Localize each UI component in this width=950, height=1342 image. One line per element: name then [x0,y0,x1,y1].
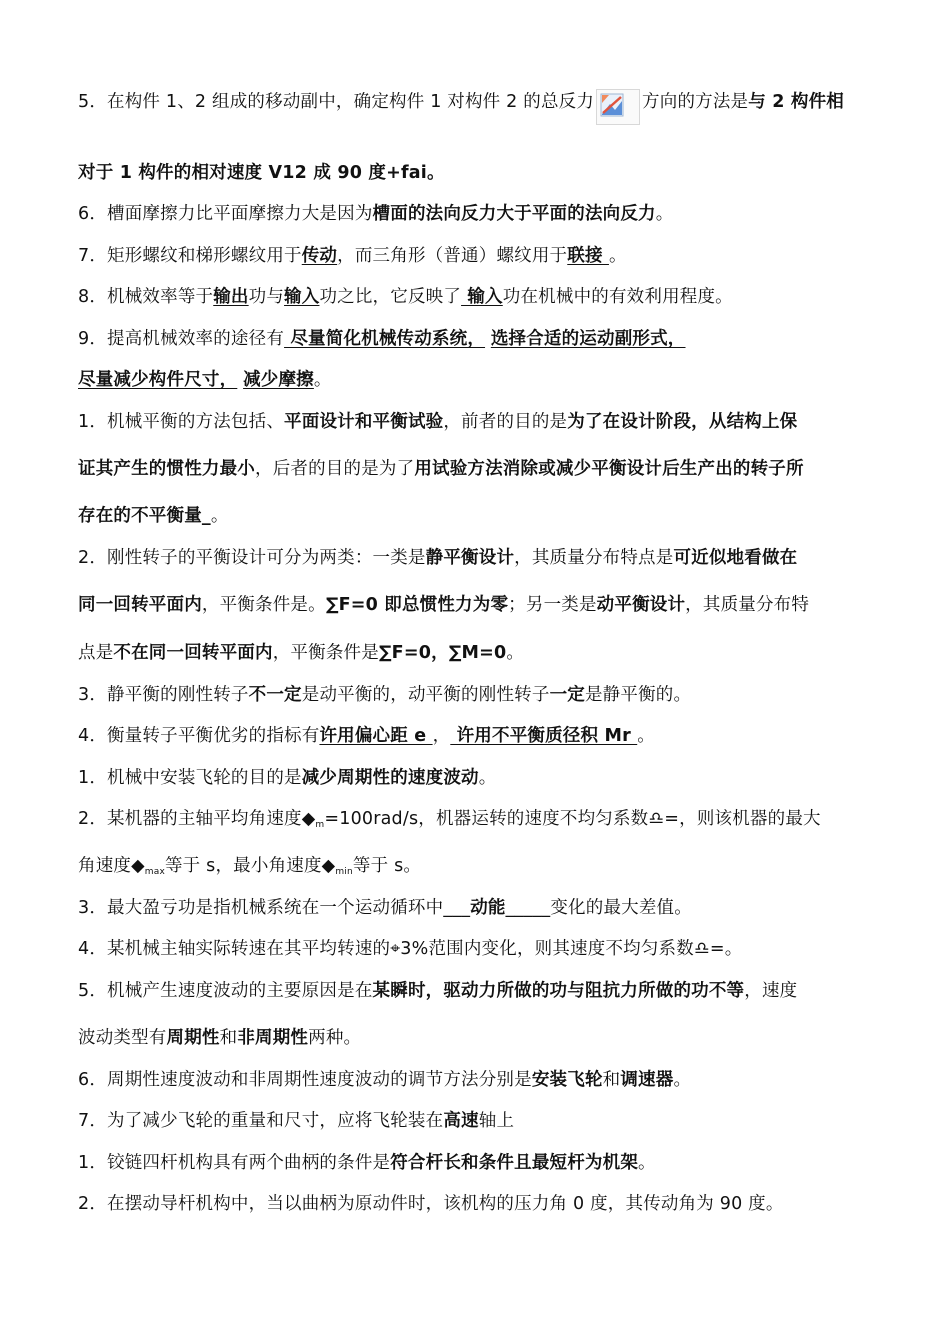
text-line [78,243,872,269]
question-text: ，其质量分布特点是 [514,548,674,568]
question-text: ，平衡条件是。 [201,595,326,615]
text-line [78,895,872,921]
question-text: 功在机械中的有效利用程度。 [502,287,733,307]
question-text: 7．为了减少飞轮的重量和尺寸，应将飞轮装在 [78,1111,444,1131]
text-line [78,1191,872,1217]
text-line [78,1025,872,1051]
answer-text: 可近似地看做在 [673,548,798,568]
question-text: 。 [673,1070,692,1090]
text-line [78,89,872,115]
text-line [78,284,872,310]
question-text: =100rad/s，机器运转的速度不均匀系数♎=，则该机器的最大 [324,809,821,829]
answer-text: 一定 [549,685,585,705]
answer-text: 尽量减少构件尺寸， [78,370,238,390]
text-line [78,640,872,666]
question-text: ，后者的目的是为了 [255,459,415,479]
question-text: 。 [608,246,627,266]
answer-text: 与 2 构件相 [748,92,845,112]
question-text: 方向的方法是 [642,92,749,112]
question-text: 等于 s，最小角速度◆ [164,856,336,876]
question-text: _____变化的最大差值。 [505,898,692,918]
text-line [78,503,872,529]
subscript-text: min [335,867,353,877]
question-text: 轴上 [478,1111,515,1131]
question-text: 。 [637,726,655,746]
question-text: 2．在摆动导杆机构中，当以曲柄为原动件时，该机构的压力角 0 度，其传动角为 90 度。 [78,1194,784,1214]
text-line [78,592,872,618]
answer-text: 减少周期性的速度波动 [301,768,479,788]
answer-text: 不在同一回转平面内 [113,643,273,663]
answer-text: ∑F=0，∑M=0 [378,643,507,663]
answer-text: ∑F=0 即总惯性力为零 [325,595,509,615]
question-text: 5．在构件 1、2 组成的移动副中，确定构件 1 对构件 2 的总反力 [78,92,595,112]
question-text: ，前者的目的是 [443,412,568,432]
question-text: 2．某机器的主轴平均角速度◆ [78,809,316,829]
answer-text: 平面设计和平衡试验 [284,412,444,432]
question-text: 两种。 [308,1028,362,1048]
answer-text: 证其产生的惯性力最小 [78,459,255,479]
text-line [78,682,872,708]
question-text: 。 [638,1153,656,1173]
text-line [78,456,872,482]
question-text: 和 [219,1028,238,1048]
answer-text: 不一定 [248,685,302,705]
answer-text: 选择合适的运动副形式， [490,329,686,349]
answer-text: 某瞬时，驱动力所做的功与阻抗力所做的功不等 [372,981,745,1001]
text-line [78,545,872,571]
question-text: 点是 [78,643,114,663]
question-text: 4．衡量转子平衡优劣的指标有 [78,726,320,746]
question-text: 1．机械平衡的方法包括、 [78,412,285,432]
question-text: 9．提高机械效率的途径有 [78,329,285,349]
question-text: ，而三角形（普通）螺纹用于 [337,246,568,266]
question-text: 和 [602,1070,621,1090]
answer-text: 输入 [284,287,320,307]
question-text: 6．周期性速度波动和非周期性速度波动的调节方法分别是 [78,1070,532,1090]
question-text: ，平衡条件是 [272,643,379,663]
question-text: 1．机械中安装飞轮的目的是 [78,768,302,788]
answer-text: 传动 [301,246,338,266]
answer-text: 符合杆长和条件且最短杆为机架 [390,1153,639,1173]
question-text: 7．矩形螺纹和梯形螺纹用于 [78,246,302,266]
answer-text: 用试验方法消除或减少平衡设计后生产出的转子所 [414,459,804,479]
answer-text: 调速器 [620,1070,674,1090]
text-line [78,853,872,879]
question-text: 等于 s。 [352,856,422,876]
subscript-text: max [144,867,165,877]
question-text: ；另一类是 [508,595,597,615]
answer-text: 存在的不平衡量_ [78,506,211,526]
question-text: ， [432,726,451,746]
text-line [78,806,872,832]
answer-text: 静平衡设计 [425,548,515,568]
question-text: 波动类型有 [78,1028,167,1048]
answer-text: 许用偏心距 e [319,726,433,746]
question-text: 2．刚性转子的平衡设计可分为两类：一类是 [78,548,426,568]
answer-text: 输入 [461,287,503,307]
question-text: 。 [506,643,525,663]
question-text: 1．铰链四杆机构具有两个曲柄的条件是 [78,1153,391,1173]
broken-image-icon [596,89,640,125]
text-line [78,723,872,749]
answer-text: 动平衡设计 [596,595,686,615]
question-text: 3．静平衡的刚性转子 [78,685,249,705]
question-text: 6．槽面摩擦力比平面摩擦力大是因为 [78,204,373,224]
answer-text: 尽量简化机械传动系统， [284,329,486,349]
answer-text: 安装飞轮 [531,1070,603,1090]
question-text: 3．最大盈亏功是指机械系统在一个运动循环中___ [78,898,471,918]
text-line [78,978,872,1004]
answer-text: 许用不平衡质径积 Mr [450,726,638,746]
question-text: 角速度◆ [78,856,145,876]
text-line [78,1108,872,1134]
question-text: 是动平衡的，动平衡的刚性转子 [301,685,550,705]
question-text: 4．某机械主轴实际转速在其平均转速的⌖3%范围内变化，则其速度不均匀系数♎=。 [78,939,743,959]
answer-text: 输出 [213,287,249,307]
answer-text: 减少摩擦 [243,370,314,390]
text-line [78,1067,872,1093]
question-text: 。 [210,506,229,526]
question-text: 功与 [248,287,285,307]
answer-text: 同一回转平面内 [78,595,202,615]
text-line [78,1150,872,1176]
text-line [78,326,872,352]
question-text: 功之比，它反映了 [319,287,462,307]
answer-text: 对于 1 构件的相对速度 V12 成 90 度+fai。 [78,163,445,183]
question-text: ，速度 [744,981,798,1001]
text-line [78,936,872,962]
answer-text: 高速 [443,1111,479,1131]
text-line [78,409,872,435]
question-text: 5．机械产生速度波动的主要原因是在 [78,981,373,1001]
answer-text: 非周期性 [237,1028,309,1048]
text-line [78,367,872,393]
answer-text: 槽面的法向反力大于平面的法向反力 [372,204,656,224]
text-line [78,160,872,186]
question-text: ，其质量分布特 [685,595,810,615]
question-text: 8．机械效率等于 [78,287,214,307]
answer-text: 动能 [470,898,506,918]
subscript-text: m [315,820,325,830]
question-text: 。 [478,768,497,788]
answer-text: 为了在设计阶段，从结构上保 [567,412,798,432]
question-text: 。 [655,204,674,224]
text-line [78,201,872,227]
question-text: 是静平衡的。 [584,685,692,705]
text-line [78,765,872,791]
answer-text: 联接 [567,246,609,266]
answer-text: 周期性 [166,1028,220,1048]
question-text: 。 [313,370,332,390]
